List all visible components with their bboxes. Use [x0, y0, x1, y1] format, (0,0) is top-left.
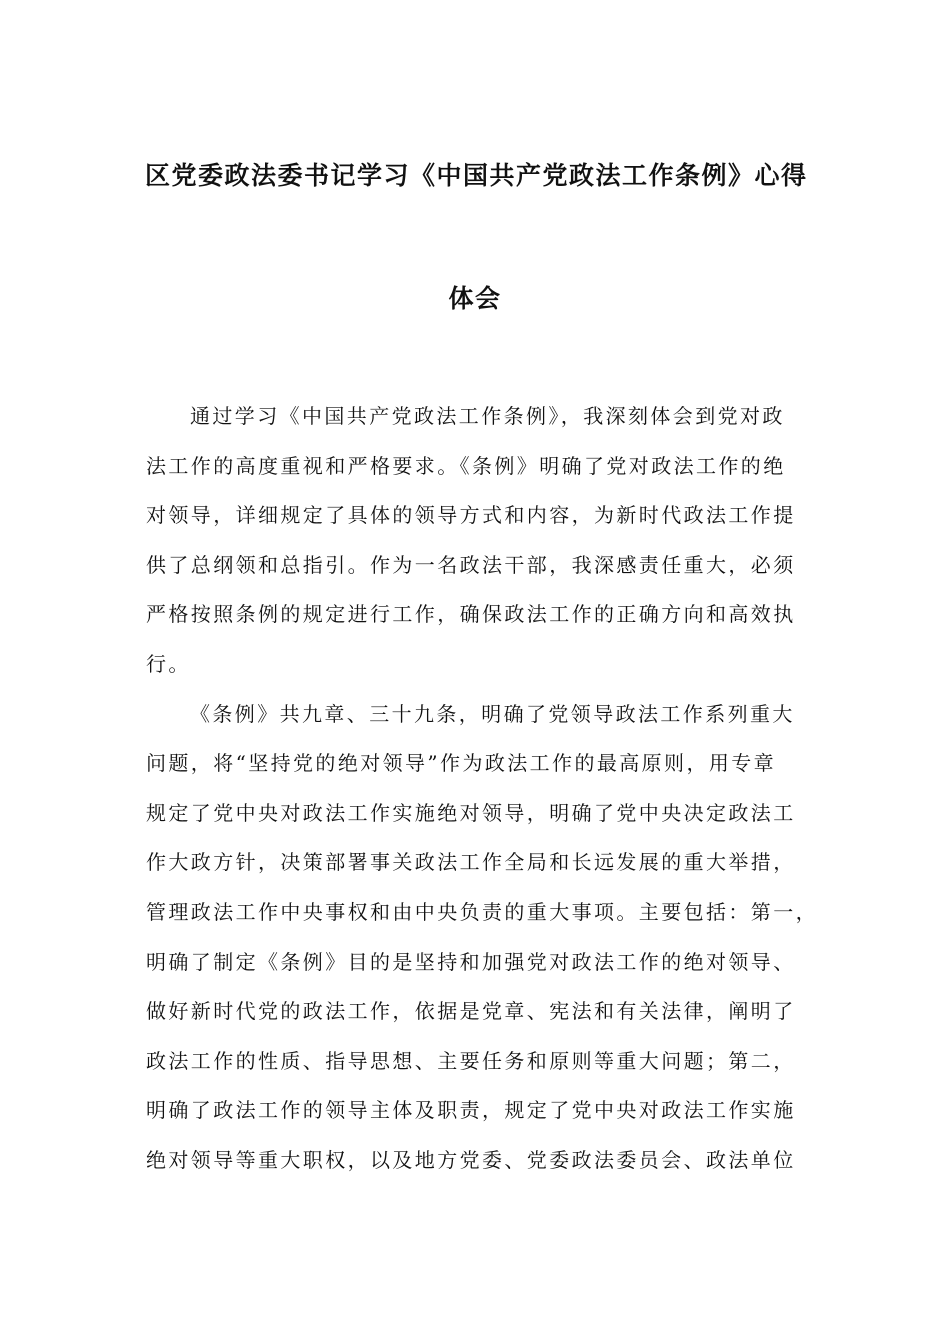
document-title: 区党委政法委书记学习《中国共产党政法工作条例》心得 [145, 161, 808, 190]
paragraph-2-line: 明确了制定《条例》目的是坚持和加强党对政法工作的绝对领导、 [146, 949, 796, 974]
paragraph-1-line: 通过学习《中国共产党政法工作条例》，我深刻体会到党对政 [190, 404, 785, 428]
paragraph-2-line: 作大政方针，决策部署事关政法工作全局和长远发展的重大举措， [146, 850, 796, 875]
paragraph-2-line: 问题，将“坚持党的绝对领导”作为政法工作的最高原则，用专章 [146, 751, 777, 776]
paragraph-2-line: 绝对领导等重大职权，以及地方党委、党委政法委员会、政法单位 [146, 1147, 796, 1172]
paragraph-1-line: 供了总纲领和总指引。作为一名政法干部，我深感责任重大，必须 [146, 552, 796, 577]
document-title-continued: 体会 [448, 284, 502, 313]
paragraph-1-line: 严格按照条例的规定进行工作，确保政法工作的正确方向和高效执 [146, 602, 796, 627]
paragraph-2-line: 《条例》共九章、三十九条，明确了党领导政法工作系列重大 [190, 701, 795, 726]
document-body [146, 392, 818, 1186]
paragraph-2-line: 政法工作的性质、指导思想、主要任务和原则等重大问题；第二， [146, 1048, 796, 1073]
paragraph-1-line: 对领导，详细规定了具体的领导方式和内容，为新时代政法工作提 [146, 503, 796, 528]
paragraph-2-line: 明确了政法工作的领导主体及职责，规定了党中央对政法工作实施 [146, 1098, 796, 1123]
paragraph-1-line: 法工作的高度重视和严格要求。《条例》明确了党对政法工作的绝 [146, 453, 786, 478]
paragraph-1-line: 行。 [146, 651, 191, 676]
paragraph-2-line: 规定了党中央对政法工作实施绝对领导，明确了党中央决定政法工 [146, 800, 796, 825]
paragraph-2-line: 管理政法工作中央事权和由中央负责的重大事项。主要包括：第一， [146, 899, 818, 924]
paragraph-2-line: 做好新时代党的政法工作，依据是党章、宪法和有关法律，阐明了 [146, 999, 796, 1024]
